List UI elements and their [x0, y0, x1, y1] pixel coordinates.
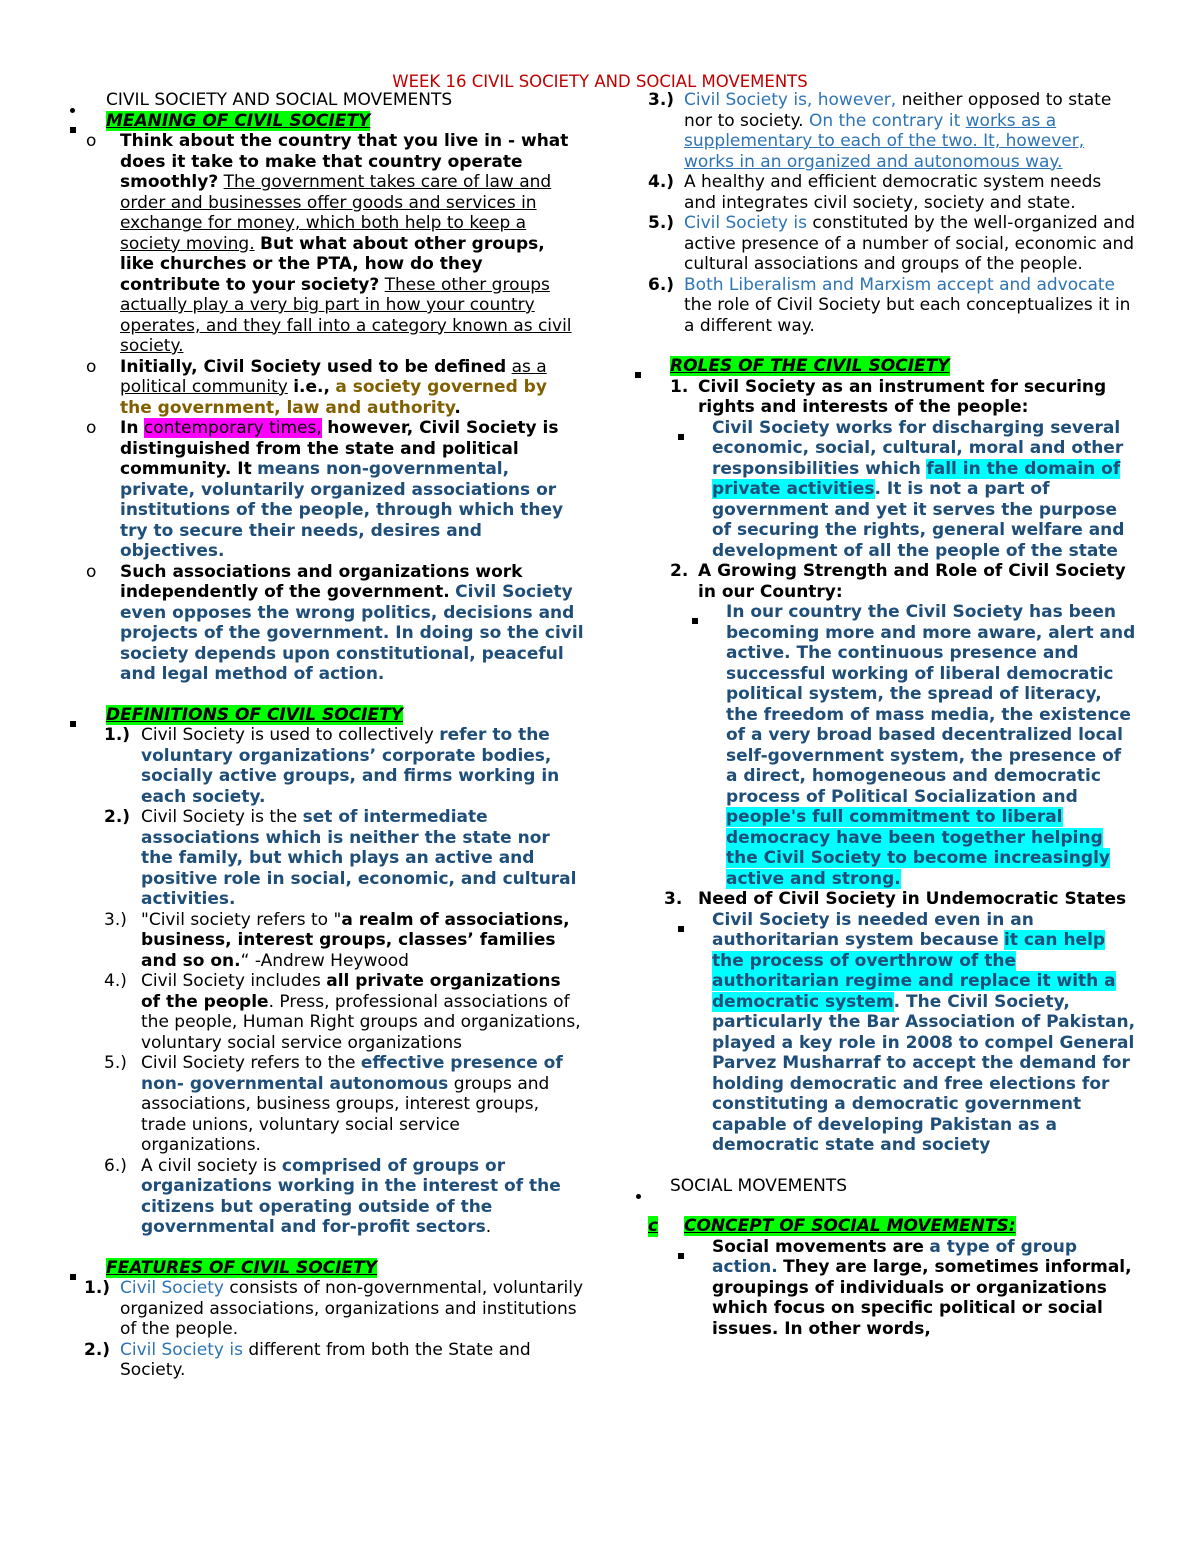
meaning-p3-bold: however, Civil Society is distinguished from the state and political community. It: [120, 418, 559, 479]
definition-6-end: .: [485, 1217, 492, 1237]
definition-6-text: A civil society is: [141, 1155, 277, 1176]
concept-heading-item: [632, 1216, 1136, 1237]
meaning-p1-bold: Think about the country that you live in - what does it take to make that country operate smoothly?: [120, 131, 569, 192]
definition-3-bold: a realm of associations, business, interest groups, classes’ families and so on.: [141, 909, 570, 971]
feature-6-blue: Both Liberalism and Marxism accept and advocate: [684, 274, 1116, 295]
role-3-blue-2: . The Civil Society, particularly the Bar Association of Pakistan, played a key role in 2008 to compel General Parvez Musharraf to accept the demand for holding democratic and free elections for constituting a democratic government capable of developing Pakistan as a democratic state and society: [712, 991, 1136, 1155]
bullet-square-icon: [678, 425, 684, 446]
features-heading-item: [64, 1258, 584, 1279]
role-1-blue-2: . It is not a part of government and yet it serves the purpose of securing the rights, general welfare and development of all the people of the state: [712, 479, 1125, 561]
feature-4: [632, 172, 1136, 213]
bullet-square-icon: [678, 917, 684, 938]
role-1-title-item: [632, 377, 1136, 418]
role-3-title-item: [632, 889, 1136, 910]
meaning-paragraph-3: [64, 418, 584, 562]
meaning-p1-underlined-2: These other groups actually play a very big part in how your country operates, and they fall into a category known as civil society.: [120, 274, 572, 356]
definition-4-number: 4.): [104, 971, 127, 991]
definition-4-bold: all private organizations of the people: [141, 971, 561, 1012]
meaning-p2-olive: a society governed by the government, law and authority: [120, 377, 547, 418]
definition-2-blue: set of intermediate associations which is neither the state nor the family, but which plays an active and positive role in social, economic, and cultural activities.: [141, 807, 577, 909]
feature-1-text: consists of non-governmental, voluntarily organized associations, organizations and institutions of the people.: [120, 1278, 584, 1339]
feature-2-number: 2.): [84, 1339, 111, 1360]
feature-3: [632, 90, 1136, 172]
definition-6-blue: comprised of groups or organizations working in the interest of the citizens but operating outside of the governmental and for-profit sectors: [141, 1155, 561, 1237]
left-column: [64, 90, 584, 1381]
definition-5-end: groups and associations, business groups, interest groups, trade unions, voluntary social service organizations.: [141, 1073, 550, 1155]
feature-3-text: neither opposed to state nor to society.: [684, 90, 1112, 131]
meaning-p3-blue: means non-governmental, private, voluntarily organized associations or institutions of the people, through which they try to secure their needs, desires and objectives.: [120, 459, 564, 561]
feature-3-underlined: works as a supplementary to each of the two. It, however, works in an organized and autonomous way.: [684, 110, 1085, 172]
role-1-blue: Civil Society works for discharging several economic, social, cultural, moral and other responsibilities which: [712, 417, 1124, 479]
meaning-paragraph-1: [64, 131, 584, 357]
definition-4: [64, 971, 584, 1053]
feature-3-blue-2: On the contrary it: [808, 110, 961, 131]
definition-1-text: Civil Society is used to collectively: [141, 725, 434, 745]
features-heading: FEATURES OF CIVIL SOCIETY: [106, 1257, 378, 1278]
bullet-dot-icon: [636, 1184, 641, 1205]
social-heading-item: [632, 1176, 1136, 1197]
role-2-title-item: [632, 561, 1136, 602]
meaning-p1-bold-2: But what about other groups, like churches or the PTA, how do they contribute to your society?: [120, 233, 545, 295]
definition-1-number: 1.): [104, 725, 131, 745]
definitions-heading: DEFINITIONS OF CIVIL SOCIETY: [106, 704, 404, 725]
feature-5-blue: Civil Society is: [684, 213, 807, 233]
concept-marker: c: [648, 1216, 659, 1236]
definition-3: [64, 910, 584, 972]
role-1-title: Civil Society as an instrument for securing rights and interests of the people:: [698, 376, 1107, 417]
feature-2-blue: Civil Society is: [120, 1339, 243, 1360]
concept-heading: CONCEPT OF SOCIAL MOVEMENTS:: [684, 1216, 1016, 1236]
role-3-number: 3.: [664, 889, 683, 909]
roles-heading-item: [632, 356, 1136, 377]
definition-4-text: Civil Society includes: [141, 971, 321, 991]
role-1-body: [632, 418, 1136, 562]
definition-3-text: "Civil society refers to ": [141, 909, 342, 930]
meaning-paragraph-2: [64, 357, 584, 419]
definition-6: [64, 1156, 584, 1238]
roles-heading: ROLES OF THE CIVIL SOCIETY: [670, 356, 950, 376]
right-column: [632, 90, 1136, 1339]
role-2-blue: In our country the Civil Society has been becoming more and more aware, alert and active. The continuous presence and successful working of liberal democratic political system, the spread of literacy, the freedom of mass media, the existence of a very broad based decentralized local self-government system, the presence of a direct, homogeneous and democratic process of Political Socialization and: [726, 602, 1136, 807]
feature-5: [632, 213, 1136, 275]
meaning-p2-ie: i.e.,: [293, 377, 330, 397]
meaning-heading: MEANING OF CIVIL SOCIETY: [106, 110, 371, 131]
feature-1-number: 1.): [84, 1278, 111, 1298]
meaning-p2-bold: Initially, Civil Society used to be defined: [120, 356, 507, 377]
meaning-p1-underlined: The government takes care of law and order and businesses offer goods and services in exchange for money, which both help to keep a society moving.: [120, 172, 552, 254]
role-2-body: [632, 602, 1136, 889]
bullet-o-icon: o: [86, 561, 97, 582]
feature-1-blue: Civil Society: [120, 1278, 224, 1298]
feature-2: [64, 1340, 584, 1381]
main-heading: CIVIL SOCIETY AND SOCIAL MOVEMENTS: [106, 90, 453, 110]
definition-5-number: 5.): [104, 1053, 127, 1073]
meaning-heading-item: [64, 111, 584, 132]
feature-6-text: the role of Civil Society but each conceptualizes it in a different way.: [684, 295, 1131, 336]
bullet-o-icon: o: [86, 418, 97, 438]
meaning-p3-highlight: contemporary times,: [143, 418, 322, 438]
feature-6-number: 6.): [648, 274, 675, 295]
concept-body: [632, 1237, 1136, 1340]
bullet-square-icon: [692, 609, 698, 630]
page-title: WEEK 16 CIVIL SOCIETY AND SOCIAL MOVEMENTS: [392, 72, 808, 91]
role-2-number: 2.: [670, 561, 689, 581]
feature-5-text: constituted by the well-organized and active presence of a number of social, economic and cultural associations and groups of the people.: [684, 213, 1136, 274]
definition-2: [64, 807, 584, 910]
definitions-heading-item: [64, 705, 584, 726]
concept-bold-2: They are large, sometimes informal, groupings of individuals or organizations which focus on specific political or social issues. In other words,: [712, 1257, 1132, 1339]
definition-3-number: 3.): [104, 909, 127, 930]
meaning-p2-underlined: as a political community: [120, 356, 547, 397]
definition-3-author: “ -Andrew Heywood: [240, 950, 409, 971]
role-3-body: [632, 910, 1136, 1156]
definition-5-text: Civil Society refers to the: [141, 1053, 356, 1073]
concept-blue: a type of group action.: [712, 1236, 1078, 1277]
role-3-title: Need of Civil Society in Undemocratic States: [698, 889, 1127, 909]
bullet-o-icon: o: [86, 356, 97, 377]
feature-2-text: different from both the State and Society.: [120, 1339, 531, 1380]
bullet-o-icon: o: [86, 131, 97, 151]
social-heading: SOCIAL MOVEMENTS: [670, 1175, 847, 1196]
definition-2-text: Civil Society is the: [141, 807, 298, 827]
feature-3-blue: Civil Society is, however,: [684, 90, 897, 110]
role-2-title: A Growing Strength and Role of Civil Society in our Country:: [698, 561, 1126, 602]
meaning-p4-blue: Civil Society even opposes the wrong politics, decisions and projects of the government. In doing so the civil society depends upon constitutional, peaceful and legal method of action.: [120, 582, 584, 684]
concept-bold: Social movements are: [712, 1236, 924, 1257]
meaning-p4-bold: Such associations and organizations work independently of the government.: [120, 561, 523, 602]
feature-1: [64, 1278, 584, 1340]
definition-6-number: 6.): [104, 1155, 127, 1176]
definition-1: [64, 725, 584, 807]
definition-4-end: . Press, professional associations of the people, Human Right groups and organizations, voluntary social service organizations: [141, 991, 581, 1053]
definition-5-blue: effective presence of non- governmental autonomous: [141, 1053, 563, 1094]
role-1-highlight: fall in the domain of private activities: [712, 458, 1121, 499]
bullet-square-icon: [678, 1244, 684, 1265]
role-1-number: 1.: [670, 376, 689, 397]
feature-4-number: 4.): [648, 172, 675, 192]
meaning-paragraph-4: [64, 562, 584, 685]
main-heading-item: [64, 90, 584, 111]
meaning-p2-end: .: [454, 397, 461, 418]
meaning-p3-in: In: [120, 418, 139, 438]
feature-5-number: 5.): [648, 213, 675, 233]
feature-6: [632, 275, 1136, 337]
definition-2-number: 2.): [104, 807, 131, 827]
role-3-highlight: it can help the process of overthrow of the authoritarian regime and replace it with a democratic system: [712, 930, 1116, 1012]
role-2-highlight: people's full commitment to liberal democracy have been together helping the Civil Society to become increasingly active and strong.: [726, 807, 1110, 889]
feature-3-number: 3.): [648, 90, 675, 110]
definition-5: [64, 1053, 584, 1156]
role-3-blue: Civil Society is needed even in an authoritarian system because: [712, 909, 1034, 950]
definition-1-blue: refer to the voluntary organizations’ corporate bodies, socially active groups, and firms working in each society.: [141, 725, 560, 807]
feature-4-text: A healthy and efficient democratic system needs and integrates civil society, society and state.: [684, 172, 1102, 213]
